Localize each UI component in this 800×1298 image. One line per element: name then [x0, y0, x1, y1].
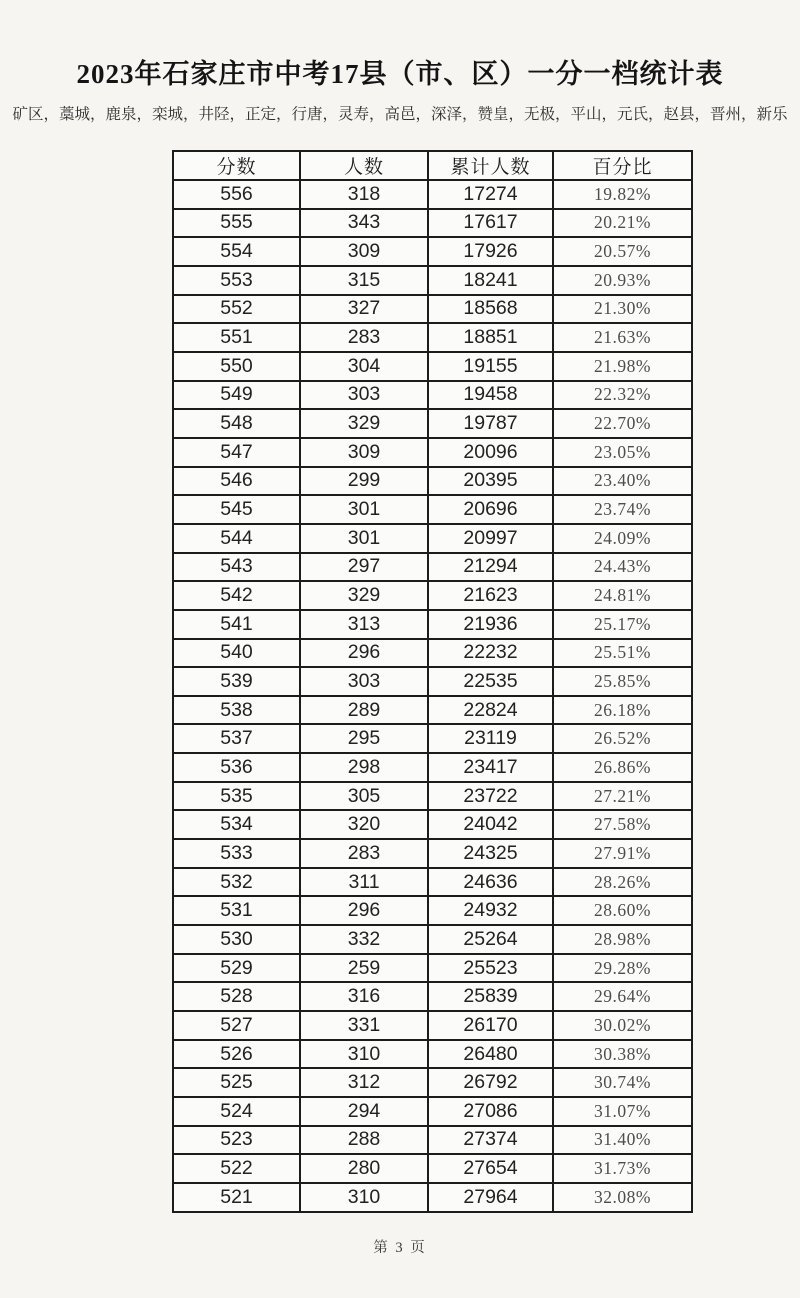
cell-score: 546 [173, 467, 300, 496]
cell-score: 548 [173, 409, 300, 438]
cell-cumulative: 19458 [428, 381, 553, 410]
cell-score: 551 [173, 323, 300, 352]
table-row [173, 639, 692, 668]
table-row [173, 237, 692, 266]
cell-count: 298 [300, 753, 428, 782]
table-row [173, 352, 692, 381]
cell-count: 299 [300, 467, 428, 496]
table-row [173, 581, 692, 610]
cell-score: 547 [173, 438, 300, 467]
cell-percent: 27.91% [553, 839, 692, 868]
cell-count: 309 [300, 237, 428, 266]
cell-count: 295 [300, 724, 428, 753]
cell-score: 529 [173, 954, 300, 983]
cell-percent: 21.63% [553, 323, 692, 352]
cell-count: 304 [300, 352, 428, 381]
cell-cumulative: 18241 [428, 266, 553, 295]
cell-count: 311 [300, 868, 428, 897]
cell-percent: 20.21% [553, 209, 692, 238]
cell-score: 524 [173, 1097, 300, 1126]
cell-score: 554 [173, 237, 300, 266]
cell-count: 259 [300, 954, 428, 983]
cell-percent: 19.82% [553, 180, 692, 209]
cell-score: 544 [173, 524, 300, 553]
cell-score: 542 [173, 581, 300, 610]
table-row [173, 553, 692, 582]
subtitle-counties: 矿区，藁城，鹿泉，栾城，井陉，正定，行唐，灵寿，高邑，深泽，赞皇，无极，平山，元氏，赵县，晋州，新乐 [12, 106, 788, 123]
cell-percent: 26.18% [553, 696, 692, 725]
cell-cumulative: 26480 [428, 1040, 553, 1069]
cell-count: 309 [300, 438, 428, 467]
cell-cumulative: 26792 [428, 1068, 553, 1097]
cell-score: 545 [173, 495, 300, 524]
cell-count: 288 [300, 1126, 428, 1155]
table-row [173, 295, 692, 324]
cell-count: 312 [300, 1068, 428, 1097]
cell-count: 283 [300, 323, 428, 352]
header-count: 人数 [300, 151, 428, 180]
table-row [173, 524, 692, 553]
cell-score: 537 [173, 724, 300, 753]
cell-score: 552 [173, 295, 300, 324]
cell-count: 297 [300, 553, 428, 582]
cell-score: 550 [173, 352, 300, 381]
cell-cumulative: 21623 [428, 581, 553, 610]
cell-cumulative: 22535 [428, 667, 553, 696]
cell-count: 289 [300, 696, 428, 725]
cell-score: 531 [173, 896, 300, 925]
cell-count: 320 [300, 810, 428, 839]
cell-cumulative: 20997 [428, 524, 553, 553]
cell-percent: 25.17% [553, 610, 692, 639]
cell-percent: 23.74% [553, 495, 692, 524]
table-row [173, 782, 692, 811]
cell-cumulative: 22232 [428, 639, 553, 668]
table-row [173, 1154, 692, 1183]
table-row [173, 724, 692, 753]
cell-count: 315 [300, 266, 428, 295]
cell-count: 303 [300, 667, 428, 696]
cell-count: 329 [300, 581, 428, 610]
table-row [173, 266, 692, 295]
cell-count: 301 [300, 495, 428, 524]
cell-percent: 25.85% [553, 667, 692, 696]
table-row [173, 1183, 692, 1212]
cell-count: 332 [300, 925, 428, 954]
table-row [173, 810, 692, 839]
cell-count: 296 [300, 639, 428, 668]
cell-percent: 20.57% [553, 237, 692, 266]
cell-score: 541 [173, 610, 300, 639]
cell-count: 301 [300, 524, 428, 553]
cell-percent: 24.09% [553, 524, 692, 553]
cell-cumulative: 17274 [428, 180, 553, 209]
cell-percent: 30.74% [553, 1068, 692, 1097]
table-row [173, 753, 692, 782]
cell-cumulative: 25264 [428, 925, 553, 954]
cell-percent: 31.40% [553, 1126, 692, 1155]
table-row [173, 868, 692, 897]
cell-score: 534 [173, 810, 300, 839]
cell-count: 329 [300, 409, 428, 438]
cell-percent: 22.32% [553, 381, 692, 410]
cell-count: 343 [300, 209, 428, 238]
table-row [173, 925, 692, 954]
table-row [173, 381, 692, 410]
score-distribution-table [172, 150, 693, 1213]
cell-percent: 26.52% [553, 724, 692, 753]
cell-percent: 31.73% [553, 1154, 692, 1183]
cell-score: 535 [173, 782, 300, 811]
table-row [173, 180, 692, 209]
cell-count: 280 [300, 1154, 428, 1183]
cell-percent: 24.81% [553, 581, 692, 610]
cell-percent: 26.86% [553, 753, 692, 782]
cell-percent: 30.38% [553, 1040, 692, 1069]
cell-score: 532 [173, 868, 300, 897]
cell-score: 527 [173, 1011, 300, 1040]
cell-percent: 22.70% [553, 409, 692, 438]
cell-percent: 28.26% [553, 868, 692, 897]
table-header-row [173, 151, 692, 180]
cell-cumulative: 26170 [428, 1011, 553, 1040]
cell-percent: 28.60% [553, 896, 692, 925]
cell-score: 540 [173, 639, 300, 668]
table-row [173, 1040, 692, 1069]
page-title: 2023年石家庄市中考17县（市、区）一分一档统计表 [76, 59, 724, 89]
cell-count: 294 [300, 1097, 428, 1126]
table-row [173, 409, 692, 438]
cell-cumulative: 24932 [428, 896, 553, 925]
table-row [173, 610, 692, 639]
table-row [173, 1126, 692, 1155]
table-row [173, 667, 692, 696]
cell-percent: 31.07% [553, 1097, 692, 1126]
table-row [173, 438, 692, 467]
cell-cumulative: 18568 [428, 295, 553, 324]
cell-score: 522 [173, 1154, 300, 1183]
cell-cumulative: 27086 [428, 1097, 553, 1126]
cell-score: 525 [173, 1068, 300, 1097]
cell-cumulative: 27654 [428, 1154, 553, 1183]
cell-cumulative: 21936 [428, 610, 553, 639]
cell-percent: 29.64% [553, 982, 692, 1011]
cell-score: 555 [173, 209, 300, 238]
page-footer: 第 3 页 [373, 1240, 427, 1256]
cell-percent: 27.21% [553, 782, 692, 811]
header-percent: 百分比 [553, 151, 692, 180]
cell-cumulative: 17617 [428, 209, 553, 238]
cell-cumulative: 22824 [428, 696, 553, 725]
cell-percent: 25.51% [553, 639, 692, 668]
cell-score: 526 [173, 1040, 300, 1069]
cell-count: 316 [300, 982, 428, 1011]
cell-percent: 30.02% [553, 1011, 692, 1040]
cell-percent: 27.58% [553, 810, 692, 839]
table-row [173, 1011, 692, 1040]
cell-score: 523 [173, 1126, 300, 1155]
header-cumulative: 累计人数 [428, 151, 553, 180]
cell-count: 296 [300, 896, 428, 925]
cell-percent: 23.05% [553, 438, 692, 467]
cell-cumulative: 17926 [428, 237, 553, 266]
cell-percent: 24.43% [553, 553, 692, 582]
cell-count: 327 [300, 295, 428, 324]
cell-score: 549 [173, 381, 300, 410]
cell-count: 283 [300, 839, 428, 868]
cell-percent: 23.40% [553, 467, 692, 496]
cell-cumulative: 20696 [428, 495, 553, 524]
cell-count: 305 [300, 782, 428, 811]
cell-cumulative: 18851 [428, 323, 553, 352]
table-row [173, 495, 692, 524]
cell-score: 556 [173, 180, 300, 209]
cell-cumulative: 25523 [428, 954, 553, 983]
cell-score: 553 [173, 266, 300, 295]
cell-cumulative: 24636 [428, 868, 553, 897]
cell-cumulative: 19787 [428, 409, 553, 438]
cell-cumulative: 24325 [428, 839, 553, 868]
cell-cumulative: 23119 [428, 724, 553, 753]
cell-percent: 21.30% [553, 295, 692, 324]
cell-cumulative: 23417 [428, 753, 553, 782]
cell-count: 331 [300, 1011, 428, 1040]
cell-percent: 29.28% [553, 954, 692, 983]
cell-percent: 21.98% [553, 352, 692, 381]
cell-cumulative: 27964 [428, 1183, 553, 1212]
cell-cumulative: 20395 [428, 467, 553, 496]
table-row [173, 1097, 692, 1126]
cell-percent: 32.08% [553, 1183, 692, 1212]
cell-percent: 20.93% [553, 266, 692, 295]
cell-cumulative: 23722 [428, 782, 553, 811]
table-row [173, 982, 692, 1011]
cell-score: 539 [173, 667, 300, 696]
cell-cumulative: 25839 [428, 982, 553, 1011]
table-row [173, 323, 692, 352]
cell-score: 521 [173, 1183, 300, 1212]
cell-score: 533 [173, 839, 300, 868]
cell-cumulative: 24042 [428, 810, 553, 839]
cell-score: 536 [173, 753, 300, 782]
cell-percent: 28.98% [553, 925, 692, 954]
cell-count: 303 [300, 381, 428, 410]
cell-score: 530 [173, 925, 300, 954]
cell-cumulative: 20096 [428, 438, 553, 467]
cell-count: 310 [300, 1040, 428, 1069]
table-row [173, 209, 692, 238]
cell-score: 528 [173, 982, 300, 1011]
table-row [173, 467, 692, 496]
cell-score: 543 [173, 553, 300, 582]
cell-cumulative: 19155 [428, 352, 553, 381]
table-row [173, 896, 692, 925]
table-row [173, 696, 692, 725]
cell-score: 538 [173, 696, 300, 725]
table-row [173, 954, 692, 983]
header-score: 分数 [173, 151, 300, 180]
table-row [173, 839, 692, 868]
cell-cumulative: 21294 [428, 553, 553, 582]
cell-count: 318 [300, 180, 428, 209]
table-row [173, 1068, 692, 1097]
cell-count: 313 [300, 610, 428, 639]
cell-count: 310 [300, 1183, 428, 1212]
cell-cumulative: 27374 [428, 1126, 553, 1155]
